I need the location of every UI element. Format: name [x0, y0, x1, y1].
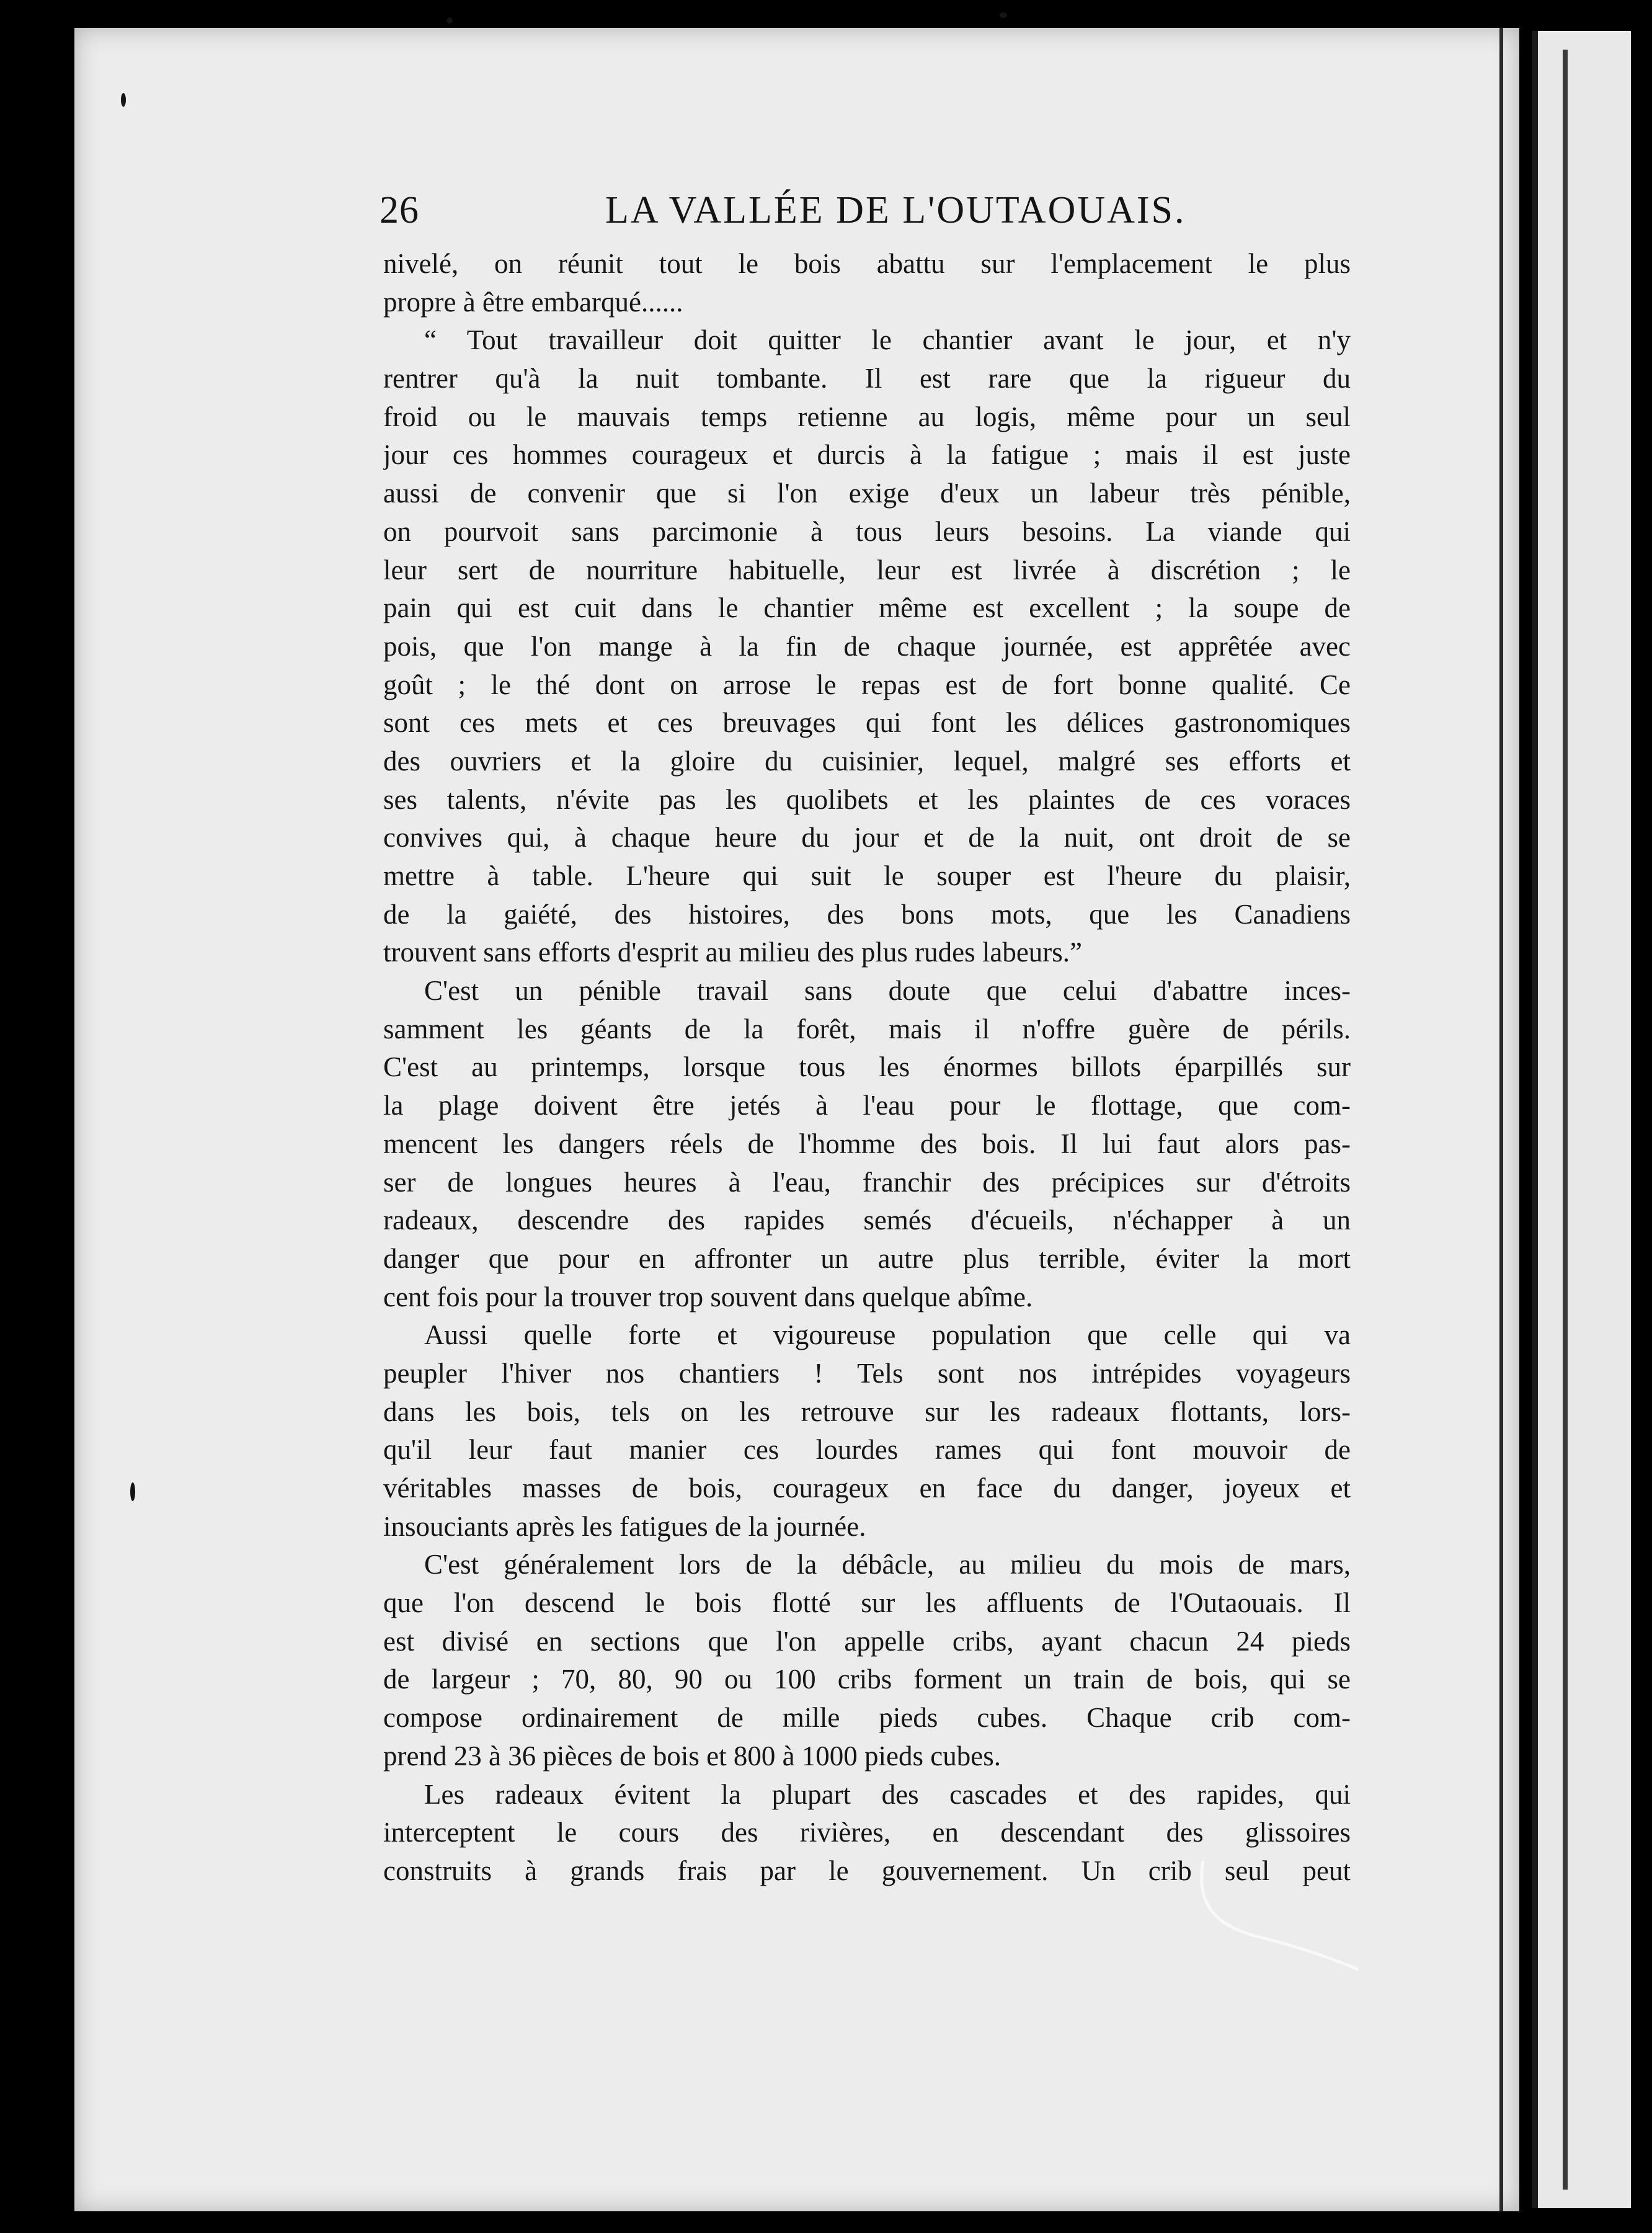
text-line: insouciants après les fatigues de la journée. [383, 1510, 866, 1542]
paragraph [383, 245, 1351, 321]
text-line: jour ces hommes courageux et durcis à la fatigue ; mais il est juste [383, 439, 1351, 471]
scan-speck [446, 17, 453, 24]
running-title: LA VALLÉE DE L'OUTAOUAIS. [605, 189, 1186, 231]
text-line: Les radeaux évitent la plupart des cascades et des rapides, qui [424, 1778, 1351, 1810]
text-line: pain qui est cuit dans le chantier même est excellent ; la soupe de [383, 592, 1351, 624]
paragraph [383, 1546, 1351, 1775]
text-line: trouvent sans efforts d'esprit au milieu des plus rudes labeurs.” [383, 937, 1083, 968]
paragraph [383, 972, 1351, 1316]
running-head [380, 189, 1186, 238]
text-line: dans les bois, tels on les retrouve sur les radeaux flottants, lors- [383, 1396, 1351, 1427]
scan-artifact-curve [1178, 1848, 1377, 1972]
text-line: mettre à table. L'heure qui suit le souper est l'heure du plaisir, [383, 860, 1351, 891]
text-line: de largeur ; 70, 80, 90 ou 100 cribs forment un train de bois, qui se [383, 1664, 1351, 1695]
text-line: rentrer qu'à la nuit tombante. Il est rare que la rigueur du [383, 363, 1351, 394]
text-line: interceptent le cours des rivières, en descendant des glissoires [383, 1817, 1351, 1848]
text-line: qu'il leur faut manier ces lourdes rames qui font mouvoir de [383, 1434, 1351, 1466]
text-line: compose ordinairement de mille pieds cubes. Chaque crib com- [383, 1702, 1351, 1734]
scan-speck [1000, 12, 1007, 18]
facing-page-edge [1532, 31, 1631, 2208]
text-line: C'est un pénible travail sans doute que celui d'abattre inces- [424, 975, 1351, 1007]
text-line: danger que pour en affronter un autre plus terrible, éviter la mort [383, 1242, 1351, 1274]
text-line: froid ou le mauvais temps retienne au logis, même pour un seul [383, 401, 1351, 432]
page-edge-shadow [1499, 28, 1503, 2211]
text-line: de la gaiété, des histoires, des bons mots, que les Canadiens [383, 898, 1351, 930]
text-line: des ouvriers et la gloire du cuisinier, lequel, malgré ses efforts et [383, 745, 1351, 777]
text-line: C'est généralement lors de la débâcle, au milieu du mois de mars, [424, 1549, 1351, 1580]
text-line: nivelé, on réunit tout le bois abattu sur l'emplacement le plus [383, 248, 1351, 279]
page-number: 26 [380, 189, 419, 231]
text-line: est divisé en sections que l'on appelle cribs, ayant chacun 24 pieds [383, 1625, 1351, 1657]
text-line: sont ces mets et ces breuvages qui font les délices gastronomiques [383, 707, 1351, 739]
text-line: convives qui, à chaque heure du jour et de la nuit, ont droit de se [383, 822, 1351, 854]
paragraph [383, 321, 1351, 972]
facing-page-rule [1563, 50, 1568, 2190]
text-line: la plage doivent être jetés à l'eau pour le flottage, que com- [383, 1090, 1351, 1121]
scan-speck [130, 1482, 135, 1501]
text-line: pois, que l'on mange à la fin de chaque journée, est apprêtée avec [383, 630, 1351, 662]
text-line: samment les géants de la forêt, mais il n'offre guère de périls. [383, 1013, 1351, 1045]
text-line: “ Tout travailleur doit quitter le chantier avant le jour, et n'y [424, 324, 1351, 356]
text-line: Aussi quelle forte et vigoureuse population que celle qui va [424, 1319, 1351, 1351]
text-line: ser de longues heures à l'eau, franchir des précipices sur d'étroits [383, 1166, 1351, 1198]
text-line: mencent les dangers réels de l'homme des bois. Il lui faut alors pas- [383, 1128, 1351, 1159]
body-text [383, 245, 1351, 1891]
text-line: leur sert de nourriture habituelle, leur est livrée à discrétion ; le [383, 554, 1351, 586]
text-line: aussi de convenir que si l'on exige d'eux un labeur très pénible, [383, 478, 1351, 509]
text-line: que l'on descend le bois flotté sur les affluents de l'Outaouais. Il [383, 1587, 1351, 1619]
scan-speck [121, 93, 126, 107]
text-line: propre à être embarqué...... [383, 286, 683, 318]
text-line: C'est au printemps, lorsque tous les énormes billots éparpillés sur [383, 1051, 1351, 1083]
text-line: prend 23 à 36 pièces de bois et 800 à 1000 pieds cubes. [383, 1740, 1001, 1772]
text-line: construits à grands frais par le gouvernement. Un crib seul peut [383, 1855, 1351, 1886]
text-line: ses talents, n'évite pas les quolibets et les plaintes de ces voraces [383, 783, 1351, 815]
text-line: radeaux, descendre des rapides semés d'écueils, n'échapper à un [383, 1205, 1351, 1236]
text-line: véritables masses de bois, courageux en face du danger, joyeux et [383, 1473, 1351, 1504]
text-line: peupler l'hiver nos chantiers ! Tels sont nos intrépides voyageurs [383, 1357, 1351, 1389]
text-line: cent fois pour la trouver trop souvent dans quelque abîme. [383, 1281, 1033, 1313]
text-line: goût ; le thé dont on arrose le repas est de fort bonne qualité. Ce [383, 669, 1351, 700]
text-line: on pourvoit sans parcimonie à tous leurs besoins. La viande qui [383, 515, 1351, 547]
paragraph [383, 1316, 1351, 1546]
